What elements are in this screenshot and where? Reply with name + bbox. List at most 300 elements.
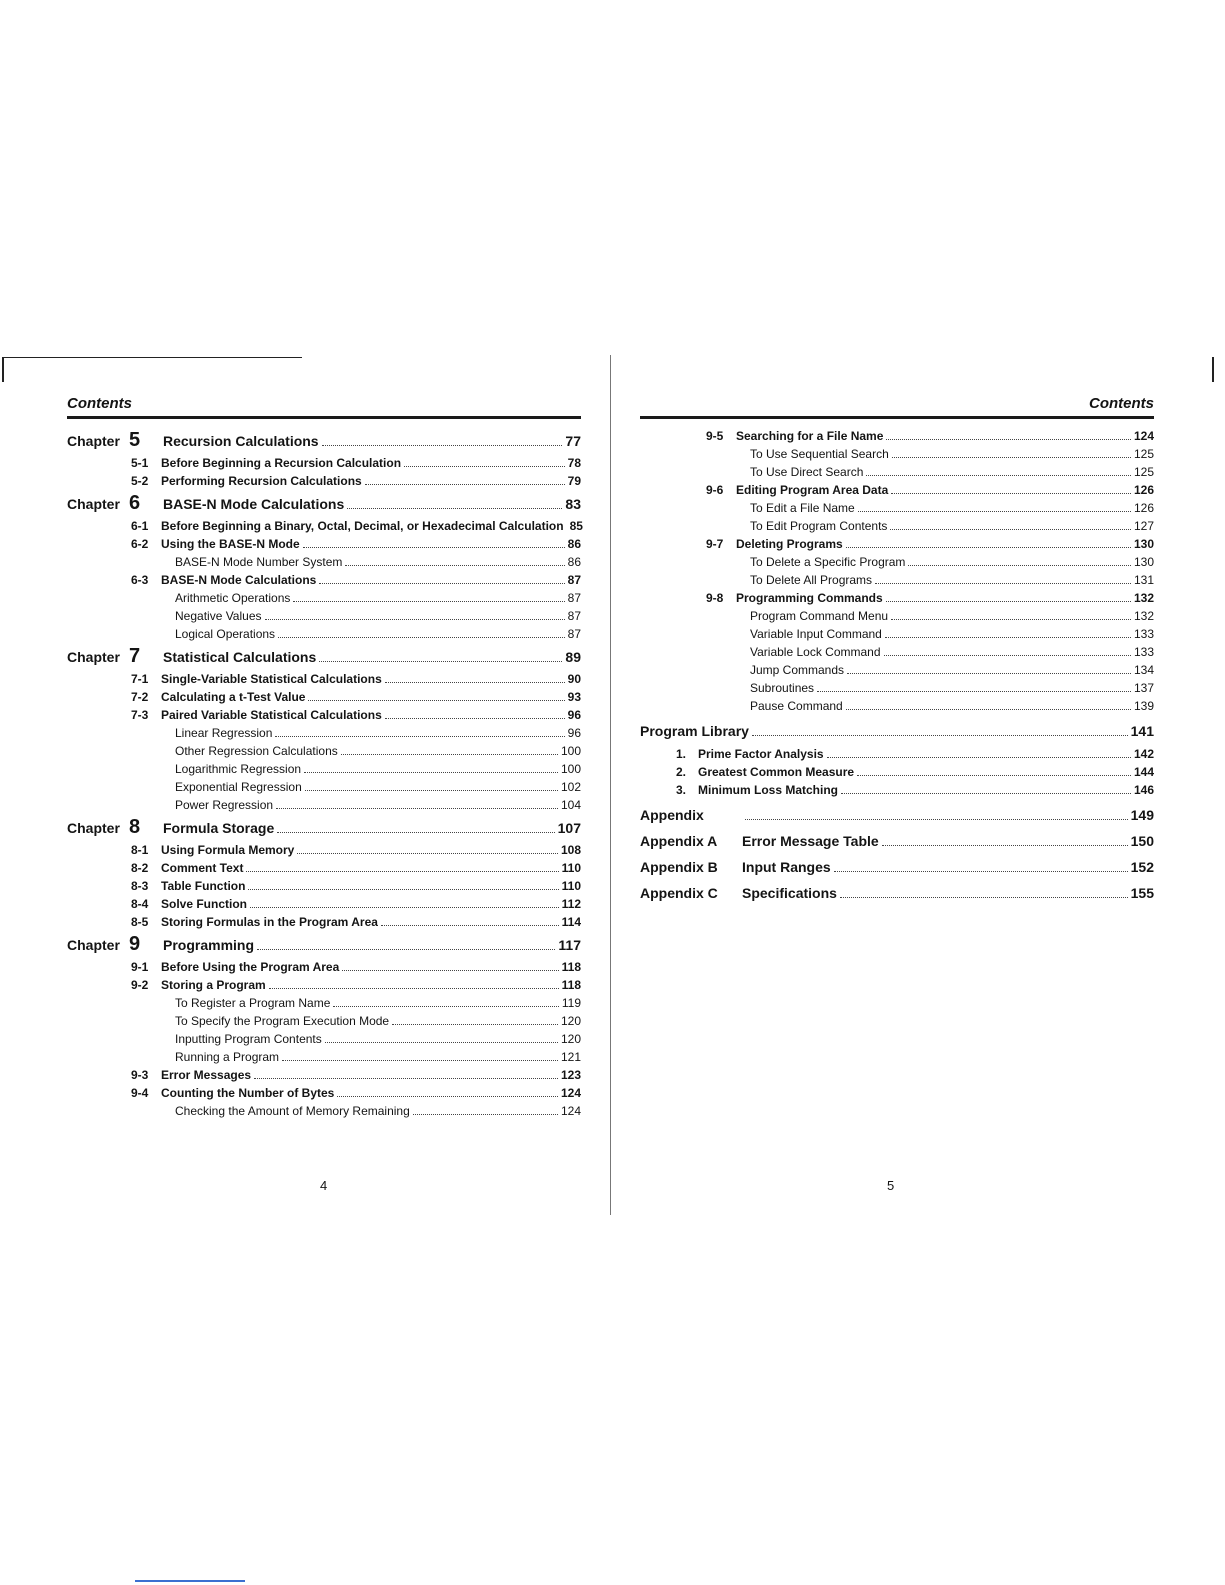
subsection-title: Variable Input Command [750,627,882,641]
page-number-ref: 89 [565,649,581,665]
page-number-ref: 87 [567,609,581,623]
subsection-entry [640,645,1154,663]
dot-leader [278,628,565,638]
section-title: Deleting Programs [736,537,843,551]
section-entry [67,978,581,996]
dot-leader [385,673,565,683]
section-number: 9-6 [706,483,724,497]
dot-leader [841,784,1131,794]
page-number-ref: 93 [567,690,581,704]
dot-leader [322,436,563,446]
subsection-entry [640,447,1154,465]
subsection-title: Subroutines [750,681,815,695]
subsection-entry [640,555,1154,573]
section-entry-label [67,1068,251,1082]
section-number: 8-4 [131,897,149,911]
page-number-ref: 104 [560,798,581,812]
page-number-ref: 100 [560,744,581,758]
page-number-ref: 155 [1130,885,1154,901]
page-number-ref: 108 [560,843,581,857]
section-entry-label [67,519,564,533]
page-number-ref: 126 [1133,501,1154,515]
page-number-ref: 86 [567,555,581,569]
page-number-ref: 110 [561,861,581,875]
dot-leader [846,700,1131,710]
section-number: 7-2 [131,690,149,704]
subsection-title: To Use Direct Search [750,465,864,479]
subsection-entry [640,681,1154,699]
subsection-entry-label [67,609,262,623]
chapter-word: Chapter [67,937,120,953]
section-title: Editing Program Area Data [736,483,889,497]
section-entry [67,474,581,492]
subsection-title: BASE-N Mode Number System [175,555,343,569]
subsection-title: To Specify the Program Execution Mode [175,1014,390,1028]
right-header-rule [640,416,1154,419]
subsection-title: Arithmetic Operations [175,591,291,605]
section-entry-label [67,573,316,587]
page-number-ref: 134 [1133,663,1154,677]
dot-leader [846,538,1131,548]
dot-leader [265,610,565,620]
library-item-number: 2. [676,765,687,779]
chapter-heading-label [67,429,319,452]
section-title: Comment Text [161,861,244,875]
chapter-heading [67,645,581,672]
section-number: 8-3 [131,879,149,893]
page-number-ref: 96 [567,708,581,722]
subsection-title: To Use Sequential Search [750,447,889,461]
page-number-ref: 79 [567,474,581,488]
subsection-entry [640,627,1154,645]
subsection-entry [640,609,1154,627]
dot-leader [293,592,564,602]
subsection-entry [67,726,581,744]
library-item-title: Minimum Loss Matching [698,783,839,797]
dot-leader [254,1069,558,1079]
crop-mark-left-horizontal [2,357,302,358]
dot-leader [866,466,1131,476]
dot-leader [834,862,1128,872]
subsection-title: Program Command Menu [750,609,889,623]
subsection-entry [67,1104,581,1122]
page-number-ref: 126 [1133,483,1154,497]
dot-leader [297,844,558,854]
subsection-title: Other Regression Calculations [175,744,338,758]
subsection-entry [67,780,581,798]
subsection-title: Exponential Regression [175,780,302,794]
appendix-title: Error Message Table [742,833,879,849]
subsection-entry-label [640,501,855,515]
chapter-word: Chapter [67,820,120,836]
page-number-ref: 130 [1133,537,1154,551]
page-number-ref: 118 [561,978,581,992]
page-number-ref: 121 [560,1050,581,1064]
right-table-of-contents [640,429,1154,911]
dot-leader [277,823,554,833]
dot-leader [817,682,1131,692]
page-number-ref: 119 [561,996,581,1010]
page-number-ref: 107 [557,820,581,836]
chapter-title: Programming [163,937,255,953]
page-number-ref: 139 [1133,699,1154,713]
section-title: Searching for a File Name [736,429,884,443]
subsection-entry-label [640,555,905,569]
subsection-entry-label [640,465,863,479]
section-entry-label [67,915,378,929]
dot-leader [246,862,558,872]
section-entry-label [640,591,883,605]
dot-leader [884,646,1131,656]
page-number-ref: 144 [1133,765,1154,779]
left-page-number: 4 [320,1178,328,1193]
page-number-ref: 149 [1130,807,1154,823]
appendix-name: Appendix A [640,833,718,849]
section-number: 7-3 [131,708,149,722]
library-program-entry [640,765,1154,783]
section-title: Storing Formulas in the Program Area [161,915,378,929]
page-number-ref: 142 [1133,747,1154,761]
section-number: 5-2 [131,474,149,488]
section-entry [67,897,581,915]
subsection-entry [67,591,581,609]
subsection-title: Running a Program [175,1050,280,1064]
dot-leader [875,574,1131,584]
chapter-number: 6 [129,492,141,514]
library-program-entry [640,747,1154,765]
subsection-title: Jump Commands [750,663,845,677]
subsection-title: Checking the Amount of Memory Remaining [175,1104,410,1118]
subsection-entry-label [67,1014,389,1028]
section-number: 6-2 [131,537,149,551]
dot-leader [381,916,559,926]
subsection-entry [640,519,1154,537]
right-page-header: Contents [1089,395,1154,412]
page-number-ref: 77 [565,433,581,449]
section-title: BASE-N Mode Calculations [161,573,317,587]
section-entry-label [67,690,305,704]
section-title: Solve Function [161,897,248,911]
page-number-ref: 86 [567,537,581,551]
subsection-entry [67,555,581,573]
chapter-word: Chapter [67,496,120,512]
page-number-ref: 118 [561,960,581,974]
page-number-ref: 132 [1133,591,1154,605]
right-page [640,395,1154,911]
dot-leader [882,836,1128,846]
dot-leader [305,781,558,791]
subsection-entry-label [67,1032,322,1046]
section-entry-label [67,978,266,992]
dot-leader [345,556,564,566]
page-number-ref: 133 [1133,645,1154,659]
dot-leader [276,799,558,809]
subsection-entry [67,609,581,627]
section-title: Before Beginning a Binary, Octal, Decimal, or Hexadecimal Calculation [161,519,564,533]
subsection-title: Logarithmic Regression [175,762,302,776]
page-number-ref: 131 [1133,573,1154,587]
page-number-ref: 152 [1130,859,1154,875]
page-number-ref: 141 [1130,723,1154,739]
section-number: 7-1 [131,672,149,686]
page-number-ref: 112 [561,897,581,911]
chapter-heading [67,429,581,456]
section-number: 9-8 [706,591,724,605]
subsection-title: Power Regression [175,798,274,812]
dot-leader [250,898,559,908]
subsection-entry-label [67,744,338,758]
program-library-heading [640,723,1154,747]
subsection-entry-label [640,645,881,659]
page-number-ref: 114 [561,915,581,929]
library-program-entry [640,783,1154,801]
dot-leader [413,1105,558,1115]
dot-leader [858,502,1131,512]
subsection-entry-label [640,699,843,713]
dot-leader [886,430,1131,440]
section-entry [67,708,581,726]
page-number-ref: 133 [1133,627,1154,641]
section-entry-label [67,537,300,551]
program-library-heading-label [640,723,749,739]
dot-leader [248,880,558,890]
subsection-entry-label [67,555,342,569]
subsection-entry-label [640,663,844,677]
library-item-title: Prime Factor Analysis [698,747,824,761]
bottom-blue-line [135,1580,245,1582]
section-entry-label [640,537,843,551]
right-page-number: 5 [887,1178,895,1193]
page-number-ref: 120 [560,1014,581,1028]
chapter-heading-label [67,816,274,839]
page-number-ref: 123 [560,1068,581,1082]
subsection-entry [640,573,1154,591]
section-entry-label [67,708,382,722]
page-number-ref: 96 [567,726,581,740]
left-page [67,395,581,1122]
subsection-entry-label [67,627,275,641]
dot-leader [385,709,565,719]
dot-leader [827,748,1131,758]
section-number: 8-1 [131,843,149,857]
section-entry-label [67,1086,334,1100]
section-title: Single-Variable Statistical Calculations [161,672,382,686]
page-number-ref: 87 [567,573,581,587]
dot-leader [303,538,565,548]
appendix-name: Appendix C [640,885,718,901]
dot-leader [257,940,555,950]
library-item-number: 1. [676,747,687,761]
subsection-title: Variable Lock Command [750,645,881,659]
subsection-entry-label [67,726,272,740]
dot-leader [325,1033,558,1043]
appendix-entry-label [640,833,879,849]
page-spine-divider [610,355,611,1215]
section-entry-label [67,879,245,893]
section-entry [67,843,581,861]
subsection-entry-label [67,780,302,794]
subsection-title: To Edit Program Contents [750,519,888,533]
page-number-ref: 124 [560,1086,581,1100]
dot-leader [319,574,564,584]
subsection-entry-label [640,609,888,623]
chapter-word: Chapter [67,649,120,665]
section-number: 8-2 [131,861,149,875]
appendix-entry [640,807,1154,833]
page-number-ref: 87 [567,591,581,605]
program-library-title: Program Library [640,723,749,739]
library-item-title: Greatest Common Measure [698,765,855,779]
subsection-title: Pause Command [750,699,843,713]
dot-leader [341,745,558,755]
section-entry [67,1068,581,1086]
subsection-entry [640,501,1154,519]
subsection-entry-label [67,798,273,812]
section-title: Counting the Number of Bytes [161,1086,335,1100]
dot-leader [392,1015,558,1025]
subsection-title: Logical Operations [175,627,276,641]
subsection-entry-label [67,591,290,605]
section-entry [67,915,581,933]
page-number-ref: 125 [1133,465,1154,479]
subsection-entry [67,762,581,780]
dot-leader [891,484,1131,494]
section-entry-label [67,897,247,911]
chapter-heading-label [67,933,254,956]
section-entry [67,519,581,537]
chapter-number: 8 [129,816,141,838]
dot-leader [840,888,1128,898]
page-number-ref: 127 [1133,519,1154,533]
subsection-entry-label [640,519,887,533]
appendix-entry [640,885,1154,911]
page-number-ref: 78 [567,456,581,470]
library-program-entry-label [640,765,854,779]
chapter-heading [67,492,581,519]
subsection-title: Negative Values [175,609,262,623]
subsection-title: To Delete a Specific Program [750,555,906,569]
section-entry [67,1086,581,1104]
section-entry [67,690,581,708]
crop-mark-left-vertical [2,357,4,382]
page-number-ref: 90 [567,672,581,686]
section-entry-label [67,474,362,488]
subsection-title: To Edit a File Name [750,501,855,515]
subsection-entry [67,1014,581,1032]
subsection-title: Inputting Program Contents [175,1032,322,1046]
subsection-entry-label [67,762,301,776]
section-title: Calculating a t-Test Value [161,690,306,704]
dot-leader [342,961,558,971]
page-number-ref: 150 [1130,833,1154,849]
chapter-title: BASE-N Mode Calculations [163,496,345,512]
page-number-ref: 132 [1133,609,1154,623]
library-program-entry-label [640,783,838,797]
dot-leader [847,664,1131,674]
chapter-heading-label [67,492,344,515]
dot-leader [885,628,1131,638]
page-number-ref: 102 [560,780,581,794]
chapter-title: Statistical Calculations [163,649,317,665]
subsection-entry [640,465,1154,483]
section-number: 6-3 [131,573,149,587]
section-entry [67,879,581,897]
page-number-ref: 83 [565,496,581,512]
dot-leader [891,610,1131,620]
section-number: 8-5 [131,915,149,929]
section-entry [67,861,581,879]
section-entry [640,591,1154,609]
appendix-entry [640,833,1154,859]
chapter-heading [67,816,581,843]
page-number-ref: 146 [1133,783,1154,797]
section-entry-label [640,429,883,443]
subsection-entry [67,798,581,816]
dot-leader [752,726,1128,736]
section-entry [67,537,581,555]
dot-leader [275,727,564,737]
dot-leader [892,448,1131,458]
section-entry [67,960,581,978]
left-table-of-contents [67,429,581,1122]
section-entry-label [67,456,401,470]
page-number-ref: 85 [569,519,583,533]
page-number-ref: 130 [1133,555,1154,569]
appendix-title: Input Ranges [742,859,831,875]
section-entry-label [67,672,382,686]
section-title: Before Using the Program Area [161,960,340,974]
chapter-heading-label [67,645,316,668]
section-number: 9-3 [131,1068,149,1082]
subsection-entry [67,744,581,762]
appendix-title: Specifications [742,885,837,901]
subsection-entry [640,699,1154,717]
section-title: Storing a Program [161,978,266,992]
chapter-heading [67,933,581,960]
section-entry [67,573,581,591]
left-page-header: Contents [67,395,132,412]
section-title: Using Formula Memory [161,843,295,857]
section-number: 9-5 [706,429,724,443]
subsection-title: To Delete All Programs [750,573,873,587]
appendix-entry [640,859,1154,885]
dot-leader [308,691,564,701]
appendix-entry-label [640,885,837,901]
dot-leader [282,1051,558,1061]
section-number: 5-1 [131,456,149,470]
section-title: Performing Recursion Calculations [161,474,362,488]
subsection-title: Linear Regression [175,726,273,740]
section-title: Paired Variable Statistical Calculations [161,708,382,722]
appendix-entry-label [640,807,742,823]
subsection-entry-label [640,681,814,695]
section-entry-label [67,960,339,974]
appendix-name: Appendix B [640,859,718,875]
dot-leader [745,810,1128,820]
page-number-ref: 137 [1133,681,1154,695]
page-number-ref: 120 [560,1032,581,1046]
section-entry [67,672,581,690]
subsection-entry-label [640,627,882,641]
chapter-word: Chapter [67,433,120,449]
page-number-ref: 100 [560,762,581,776]
section-title: Before Beginning a Recursion Calculation [161,456,402,470]
library-item-number: 3. [676,783,687,797]
subsection-entry [67,1050,581,1068]
section-entry [640,537,1154,555]
section-entry-label [640,483,888,497]
page-number-ref: 124 [560,1104,581,1118]
